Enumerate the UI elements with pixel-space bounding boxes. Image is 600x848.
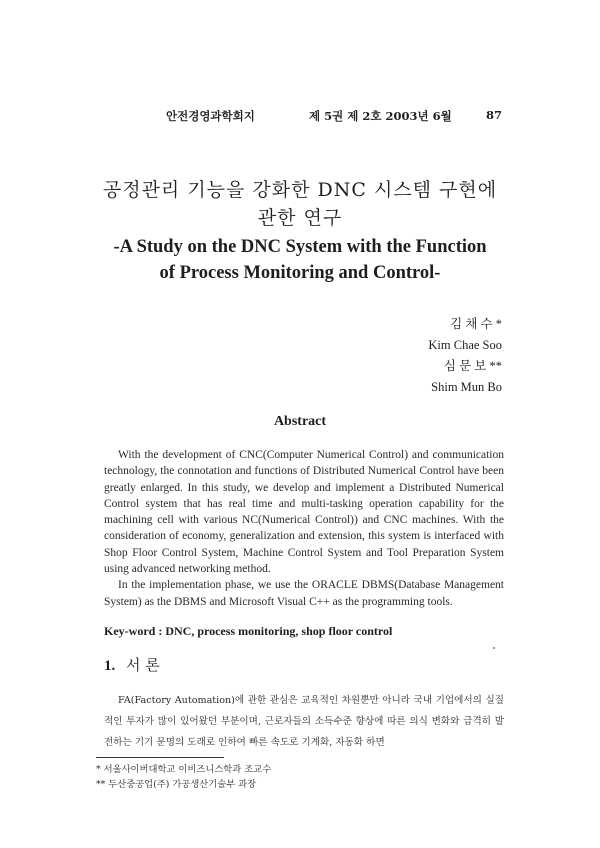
author-2-korean: 심 문 보 ** [443,359,502,373]
english-title-line-2: of Process Monitoring and Control- [159,263,441,283]
abstract-heading: Abstract [273,414,327,429]
body-paragraph: FA(Factory Automation)에 관한 관심은 교육적인 차원뿐만 아니라 국내 기업에서의 실질적인 투자가 많이 있어왔던 부분이며, 근로자들의 소득수준 향상에 따른 의식 변화와 급격히 발전하는 기기 문명의 도래로 인하여 빠른 속도로 기계화, 자동화 하면 [104,695,504,748]
korean-title-line-1: 공정관리 기능을 강화한 DNC 시스템 구현에 [102,179,498,201]
author-2-english: Shim Mun Bo [431,380,502,394]
abstract-body [104,447,504,610]
section-number: 1. [104,658,116,674]
running-header [104,108,502,126]
footnote-1: * 서울사이버대학교 이비즈니스학과 조교수 [96,764,272,775]
author-block [428,314,502,398]
footnote-2: ** 두산중공업(주) 가공생산기술부 과장 [96,779,257,790]
journal-name: 안전경영과학회지 [166,109,255,123]
author-1-english: Kim Chae Soo [428,338,502,352]
issue-info: 제 5권 제 2호 2003년 6월 [309,109,452,123]
section-heading [104,654,160,675]
page-number: 87 [485,108,502,122]
section-body [104,690,504,753]
section-title: 서 론 [126,656,160,674]
footnotes [96,762,271,792]
keywords: Key-word : DNC, process monitoring, shop floor control [104,624,393,638]
footnote-divider [96,757,224,758]
korean-title [0,176,600,232]
scan-dot [493,647,495,649]
korean-title-line-2: 관한 연구 [257,207,343,229]
english-title [0,234,600,286]
author-1-korean: 김 채 수 * [450,317,502,331]
abstract-paragraph-2: In the implementation phase, we use the ORACLE DBMS(Database Management System) as the DBMS and Microsoft Visual C++ as the programming tools. [104,579,504,608]
english-title-line-1: -A Study on the DNC System with the Function [113,237,487,257]
abstract-paragraph-1: With the development of CNC(Computer Numerical Control) and communication technology, the connotation and functions of Distributed Numerical Control have been greatly enlarged. In this study, we develop and implement a Distributed Numerical Control system that has real time and multi-tasking operation capability for the machining cell with various NC(Numerical Control)) and CNC machines. With the consideration of economy, generalization and extension, this system is interfaced with Shop Floor Control System, Machine Control System and Tool Preparation System using advanced networking method. [104,449,504,576]
